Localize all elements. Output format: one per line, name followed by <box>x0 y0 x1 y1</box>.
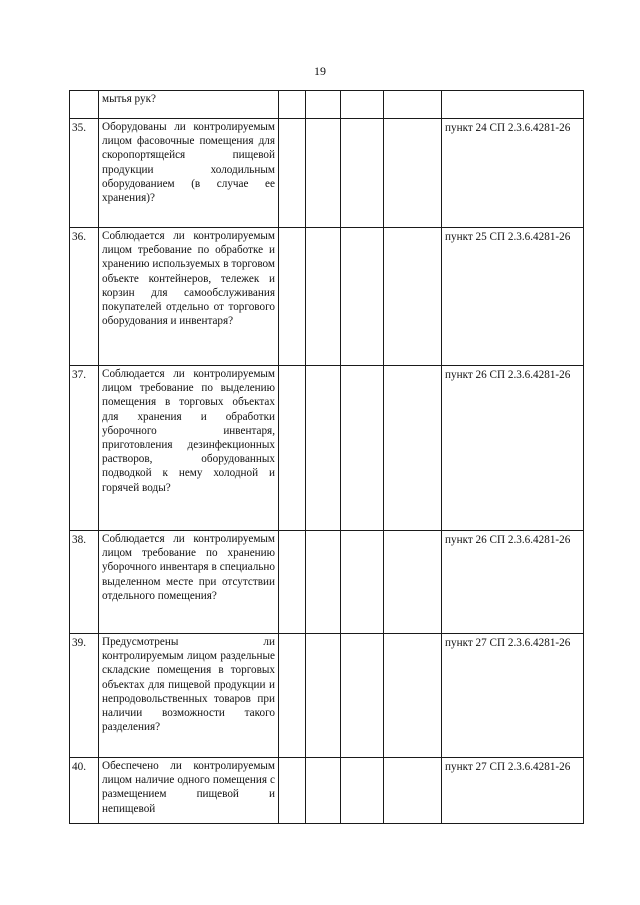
answer-cell <box>306 366 341 531</box>
answer-cell <box>384 119 442 228</box>
answer-cell <box>384 634 442 758</box>
answer-cell <box>306 91 341 119</box>
table-row <box>70 531 584 634</box>
answer-cell <box>341 758 384 824</box>
answer-cell <box>279 531 306 634</box>
answer-cell <box>279 91 306 119</box>
answer-cell <box>306 228 341 366</box>
row-number: 37. <box>70 366 99 531</box>
table-row <box>70 366 584 531</box>
answer-cell <box>279 758 306 824</box>
regulation-reference: пункт 24 СП 2.3.6.4281-26 <box>442 119 584 228</box>
regulation-reference <box>442 91 584 119</box>
question-text: мытья рук? <box>99 91 279 119</box>
answer-cell <box>306 531 341 634</box>
table-row <box>70 634 584 758</box>
answer-cell <box>341 634 384 758</box>
regulation-reference: пункт 27 СП 2.3.6.4281-26 <box>442 758 584 824</box>
regulation-reference: пункт 27 СП 2.3.6.4281-26 <box>442 634 584 758</box>
answer-cell <box>341 119 384 228</box>
answer-cell <box>384 91 442 119</box>
answer-cell <box>384 758 442 824</box>
answer-cell <box>384 228 442 366</box>
question-text: Соблюдается ли контролируемым лицом требование по хранению уборочного инвентаря в специально выделенном месте при отсутствии отдельного помещения? <box>99 531 279 634</box>
answer-cell <box>384 531 442 634</box>
answer-cell <box>279 228 306 366</box>
answer-cell <box>341 91 384 119</box>
answer-cell <box>341 228 384 366</box>
checklist-table <box>69 90 584 824</box>
row-number: 39. <box>70 634 99 758</box>
answer-cell <box>279 366 306 531</box>
question-text: Оборудованы ли контролируемым лицом фасовочные помещения для скоропортящейся пищевой продукции холодильным оборудованием (в случае ее хранения)? <box>99 119 279 228</box>
row-number: 40. <box>70 758 99 824</box>
regulation-reference: пункт 26 СП 2.3.6.4281-26 <box>442 531 584 634</box>
table-row <box>70 91 584 119</box>
row-number <box>70 91 99 119</box>
answer-cell <box>279 119 306 228</box>
question-text: Обеспечено ли контролируемым лицом наличие одного помещения с размещением пищевой и непищевой <box>99 758 279 824</box>
table-row <box>70 228 584 366</box>
row-number: 38. <box>70 531 99 634</box>
answer-cell <box>279 634 306 758</box>
question-text: Предусмотрены ли контролируемым лицом раздельные складские помещения в торговых объектах для пищевой продукции и непродовольственных товаров при наличии возможности такого разделения? <box>99 634 279 758</box>
answer-cell <box>341 366 384 531</box>
answer-cell <box>306 634 341 758</box>
answer-cell <box>306 119 341 228</box>
regulation-reference: пункт 26 СП 2.3.6.4281-26 <box>442 366 584 531</box>
table-row <box>70 758 584 824</box>
regulation-reference: пункт 25 СП 2.3.6.4281-26 <box>442 228 584 366</box>
table-row <box>70 119 584 228</box>
row-number: 36. <box>70 228 99 366</box>
page-number: 19 <box>314 64 326 78</box>
row-number: 35. <box>70 119 99 228</box>
answer-cell <box>384 366 442 531</box>
answer-cell <box>341 531 384 634</box>
question-text: Соблюдается ли контролируемым лицом требование по выделению помещения в торговых объектах для хранения и обработки уборочного инвентаря, приготовления дезинфекционных растворов, оборудованных подводкой к нему холодной и горячей воды? <box>99 366 279 531</box>
question-text: Соблюдается ли контролируемым лицом требование по обработке и хранению используемых в торговом объекте контейнеров, тележек и корзин для самообслуживания покупателей отдельно от торгового оборудования и инвентаря? <box>99 228 279 366</box>
answer-cell <box>306 758 341 824</box>
